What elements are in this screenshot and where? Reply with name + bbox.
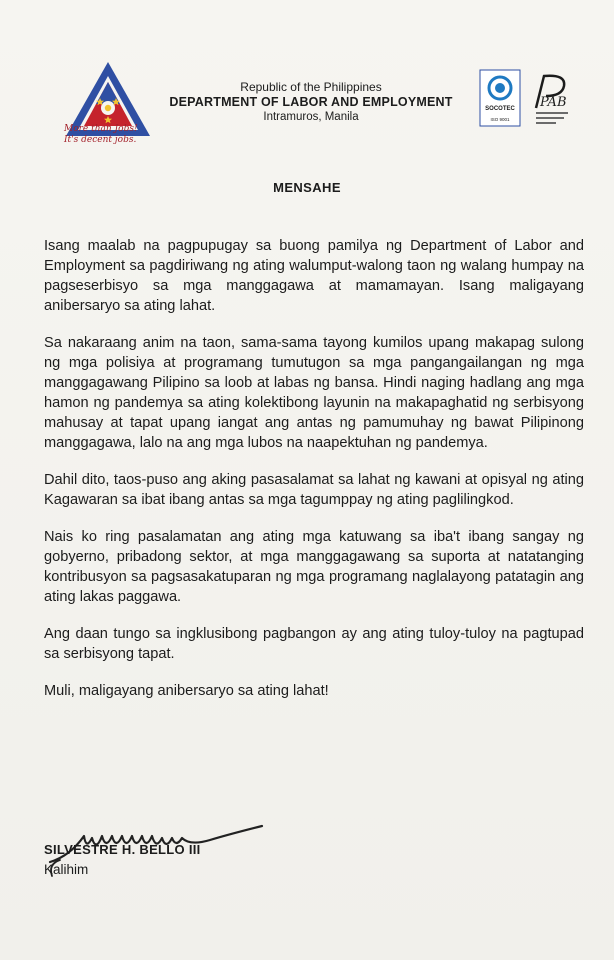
paragraph-3: Dahil dito, taos-puso ang aking pasasalamat sa lahat ng kawani at opisyal ng ating Kagawaran sa ibat ibang antas sa mga tagumppay ng ating paglilingkod.: [44, 472, 584, 508]
paragraph-1: Isang maalab na pagpupugay sa buong pamilya ng Department of Labor and Employment sa pagdiriwang ng ating walumput-walong taon ng walang humpay na pagseserbisyo sa mga manggagawa at mamamayan. Isang maligayang anibersaryo sa ating lahat.: [44, 238, 584, 314]
certification-logos: [478, 68, 574, 138]
signatory-name: SILVESTRE H. BELLO III: [44, 842, 201, 857]
paragraph-6: Muli, maligayang anibersaryo sa ating lahat!: [44, 683, 329, 699]
paragraph-2: Sa nakaraang anim na taon, sama-sama tayong kumilos upang makapag sulong ng mga polisiya at programang tumutugon sa mga pangangailangan ng mga manggagawang Pilipino sa loob at labas ng bansa. Hindi naging hadlang ang mga hamon ng pandemya sa ating kolektibong layunin na makapaghatid ng serbisyong mahusay at tapat upang iangat ang antas ng pamumuhay ng bawat Pilipinong manggagawa, lalo na ang mga lubos na naapektuhan ng pandemya.: [44, 335, 584, 451]
message-body: [44, 236, 584, 701]
dole-tagline: [64, 124, 164, 146]
cert-pab-label: PAB: [540, 95, 567, 110]
cert-socotec-label: SOCOTEC: [485, 106, 515, 112]
department-location: Intramuros, Manila: [263, 111, 359, 123]
signatory-position: Kalihim: [44, 862, 89, 877]
letterhead-text: [166, 80, 456, 123]
tagline-line-2: It's decent jobs.: [64, 135, 137, 145]
tagline-line-1: More than Jobs!: [64, 124, 138, 134]
letterhead: [0, 40, 614, 160]
department-name: DEPARTMENT OF LABOR AND EMPLOYMENT: [169, 95, 453, 109]
cert-iso-label: ISO 9001: [490, 117, 510, 122]
paragraph-5: Ang daan tungo sa ingklusibong pagbangon ay ang ating tuloy-tuloy na pagtupad sa serbisyong tapat.: [44, 626, 584, 662]
paragraph-4: Nais ko ring pasalamatan ang ating mga katuwang sa iba't ibang sangay ng gobyerno, pribadong sektor, at mga manggagawang sa suporta at natatanging kontribusyon sa pagsasakatuparan ng mga programang naglalayong patatagin ang ating lakas paggawa.: [44, 529, 584, 605]
document-title: MENSAHE: [273, 180, 341, 195]
country-name: Republic of the Philippines: [240, 80, 382, 94]
